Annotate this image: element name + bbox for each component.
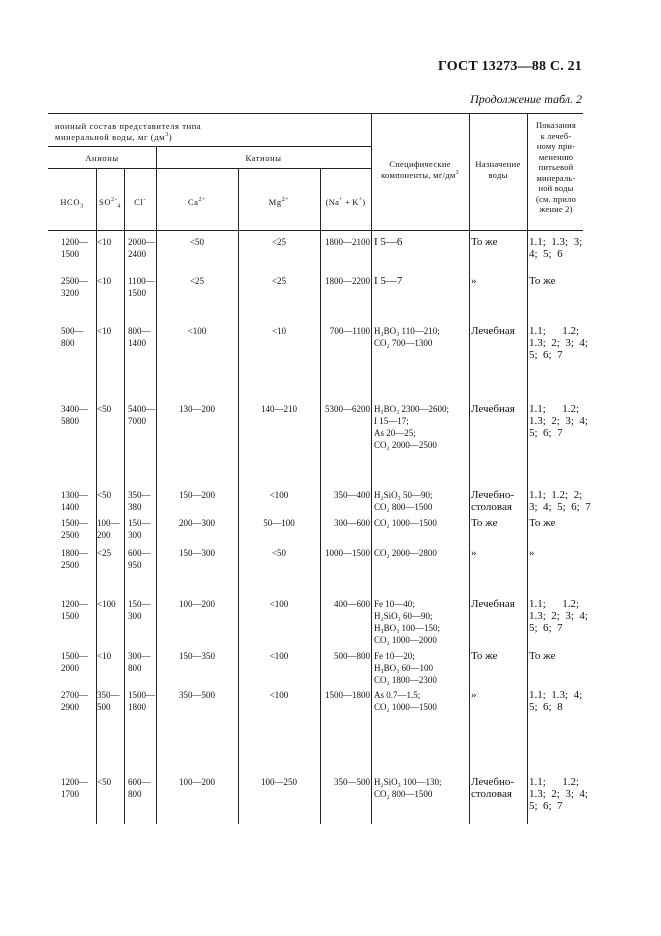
col-cl: Cl- bbox=[134, 197, 146, 207]
cell-purpose: Лечебно- столовая bbox=[471, 489, 515, 513]
col-specific bbox=[371, 159, 469, 180]
group-title-line1: ионный состав представителя типа bbox=[55, 121, 202, 131]
cell-cl: 300— 800 bbox=[128, 651, 151, 673]
cell-so4: <10 bbox=[97, 276, 112, 286]
col-na-k: (Na+ + K+) bbox=[325, 197, 366, 207]
cell-mg: <50 bbox=[271, 548, 287, 558]
rule-header-bottom bbox=[48, 230, 583, 231]
cell-purpose: То же bbox=[471, 236, 498, 248]
cell-purpose: То же bbox=[471, 650, 498, 662]
cell-specific: CO₂ 1000—1500 bbox=[374, 518, 437, 528]
cell-indications: То же bbox=[529, 275, 556, 287]
col-specific-line1: Специфические bbox=[389, 159, 451, 169]
cell-purpose: Лечебная bbox=[471, 325, 515, 337]
cell-so4: <10 bbox=[97, 651, 112, 661]
cell-so4: <25 bbox=[97, 548, 112, 558]
cell-indications: То же bbox=[529, 650, 556, 662]
table-caption: Продолжение табл. 2 bbox=[470, 92, 582, 106]
cell-nak: 5300—6200 bbox=[325, 404, 370, 414]
cell-purpose: Лечебная bbox=[471, 403, 515, 415]
group-title-line2: минеральной воды, мг $(дм^3)$ bbox=[55, 131, 173, 142]
cell-purpose: » bbox=[471, 547, 477, 559]
cell-indications: 1.1; 1.2; 1.3; 2; 3; 4; 5; 6; 7 bbox=[529, 776, 588, 812]
cell-so4: <50 bbox=[97, 490, 112, 500]
cell-mg: <25 bbox=[271, 276, 287, 286]
cell-ca: <25 bbox=[189, 276, 205, 286]
col-purpose-line2: воды bbox=[488, 169, 508, 180]
col-purpose-line1: Назначение bbox=[475, 159, 521, 169]
cell-mg: <100 bbox=[269, 490, 289, 500]
cell-mg: 50—100 bbox=[263, 518, 295, 528]
cell-specific: H₃BO₃ 110—210; CO₂ 700—1300 bbox=[374, 326, 440, 348]
cell-ca: <50 bbox=[189, 237, 205, 247]
cell-nak: 400—600 bbox=[334, 599, 370, 609]
cell-specific: I 5—6 bbox=[374, 236, 403, 248]
anions-header: Анионы bbox=[85, 153, 119, 163]
cell-ca: 150—300 bbox=[179, 548, 215, 558]
cell-cl: 350— 380 bbox=[128, 490, 151, 512]
cell-specific: I 5—7 bbox=[374, 275, 403, 287]
cell-mg: <100 bbox=[269, 651, 289, 661]
cell-mg: 100—250 bbox=[261, 777, 297, 787]
cell-cl: 2000— 2400 bbox=[128, 237, 155, 259]
cell-indications: 1.1; 1.3; 3; 4; 5; 6 bbox=[529, 236, 583, 260]
cell-specific: CO₂ 2000—2800 bbox=[374, 548, 437, 558]
cell-specific: Fe 10—20; H₃BO₃ 60—100 CO₂ 1800—2300 bbox=[374, 651, 437, 685]
cell-indications: 1.1; 1.3; 4; 5; 6; 8 bbox=[529, 689, 583, 713]
cell-nak: 500—800 bbox=[334, 651, 370, 661]
rule-top bbox=[48, 113, 583, 114]
cell-so4: <10 bbox=[97, 326, 112, 336]
cell-ca: 350—500 bbox=[179, 690, 215, 700]
cell-hco3: 3400— 5800 bbox=[61, 404, 88, 426]
cell-ca: 100—200 bbox=[179, 599, 215, 609]
cell-cl: 1500— 1800 bbox=[128, 690, 155, 712]
cell-ca: 150—200 bbox=[179, 490, 215, 500]
col-indications: Показания к лечеб- ному при- менению питьевой минераль- ной воды (см. прило жение 2) bbox=[535, 120, 577, 214]
rule-col-so4-right bbox=[124, 168, 125, 824]
cations-header: Катионы bbox=[245, 153, 282, 163]
cell-cl: 150— 300 bbox=[128, 599, 151, 621]
cell-hco3: 1300— 1400 bbox=[61, 490, 88, 512]
cell-indications: 1.1; 1.2; 1.3; 2; 3; 4; 5; 6; 7 bbox=[529, 325, 588, 361]
cell-nak: 1800—2100 bbox=[325, 237, 370, 247]
cell-indications: 1.1; 1.2; 1.3; 2; 3; 4; 5; 6; 7 bbox=[529, 403, 588, 439]
cell-nak: 1800—2200 bbox=[325, 276, 370, 286]
cell-ca: 100—200 bbox=[179, 777, 215, 787]
cell-ca: 130—200 bbox=[179, 404, 215, 414]
rule-purpose-right bbox=[527, 113, 528, 824]
rule-cations-right bbox=[371, 113, 372, 824]
group-title bbox=[55, 121, 201, 142]
cell-hco3: 1800— 2500 bbox=[61, 548, 88, 570]
cell-hco3: 1200— 1500 bbox=[61, 237, 88, 259]
rule-under-group-title bbox=[48, 146, 372, 147]
cell-purpose: » bbox=[471, 689, 477, 701]
col-specific-line2: компоненты, $мг/дм^3$ bbox=[381, 169, 459, 180]
cell-hco3: 1500— 2500 bbox=[61, 518, 88, 540]
cell-mg: <100 bbox=[269, 599, 289, 609]
cell-indications: То же bbox=[529, 517, 556, 529]
cell-cl: 600— 950 bbox=[128, 548, 151, 570]
cell-cl: 5400— 7000 bbox=[128, 404, 155, 426]
cell-purpose: Лечебно- столовая bbox=[471, 776, 515, 800]
cell-purpose: » bbox=[471, 275, 477, 287]
cell-mg: <25 bbox=[271, 237, 287, 247]
cell-specific: As 0.7—1.5; CO₂ 1000—1500 bbox=[374, 690, 437, 712]
cell-nak: 350—500 bbox=[334, 777, 370, 787]
cell-nak: 1500—1800 bbox=[325, 690, 370, 700]
col-hco3: $HCO_3$ bbox=[60, 197, 84, 210]
cell-nak: 350—400 bbox=[334, 490, 370, 500]
cell-so4: 100— 200 bbox=[97, 518, 120, 540]
cell-specific: H₂SiO₃ 100—130; CO₂ 800—1500 bbox=[374, 777, 442, 799]
cell-ca: 200—300 bbox=[179, 518, 215, 528]
cell-so4: 350— 500 bbox=[97, 690, 120, 712]
cell-hco3: 2700— 2900 bbox=[61, 690, 88, 712]
cell-so4: <50 bbox=[97, 404, 112, 414]
rule-specific-right bbox=[469, 113, 470, 824]
cell-hco3: 1200— 1500 bbox=[61, 599, 88, 621]
cell-purpose: Лечебная bbox=[471, 598, 515, 610]
col-purpose bbox=[469, 159, 527, 180]
cell-hco3: 2500— 3200 bbox=[61, 276, 88, 298]
cell-specific: H₃BO₃ 2300—2600; I 15—17; As 20—25; CO₂ 2000—2500 bbox=[374, 404, 450, 450]
cell-so4: <100 bbox=[97, 599, 116, 609]
cell-cl: 150— 300 bbox=[128, 518, 151, 540]
cell-cl: 1100— 1500 bbox=[128, 276, 155, 298]
cell-so4: <50 bbox=[97, 777, 112, 787]
col-mg: $Mg^{2+}$ bbox=[268, 197, 290, 207]
cell-nak: 700—1100 bbox=[329, 326, 370, 336]
cell-so4: <10 bbox=[97, 237, 112, 247]
cell-specific: Fe 10—40; H₂SiO₃ 60—90; H₃BO₃ 100—150; CO₂ 1000—2000 bbox=[374, 599, 441, 645]
cell-purpose: То же bbox=[471, 517, 498, 529]
cell-cl: 600— 800 bbox=[128, 777, 151, 799]
cell-indications: 1.1; 1.2; 2; 3; 4; 5; 6; 7 bbox=[529, 489, 591, 513]
cell-indications: » bbox=[529, 547, 535, 559]
cell-mg: 140—210 bbox=[261, 404, 297, 414]
cell-nak: 300—600 bbox=[334, 518, 370, 528]
cell-hco3: 500— 800 bbox=[61, 326, 84, 348]
cell-nak: 1000—1500 bbox=[325, 548, 370, 558]
cell-indications: 1.1; 1.2; 1.3; 2; 3; 4; 5; 6; 7 bbox=[529, 598, 588, 634]
page-header: ГОСТ 13273—88 С. 21 bbox=[438, 59, 582, 74]
cell-ca: <100 bbox=[187, 326, 207, 336]
cell-ca: 150—350 bbox=[179, 651, 215, 661]
cell-specific: H₂SiO₃ 50—90; CO₂ 800—1500 bbox=[374, 490, 433, 512]
cell-mg: <100 bbox=[269, 690, 289, 700]
col-ca: $Ca^{2+}$ bbox=[187, 197, 207, 207]
cell-cl: 800— 1400 bbox=[128, 326, 151, 348]
cell-hco3: 1200— 1700 bbox=[61, 777, 88, 799]
col-so4: $SO^{2-}_4$ bbox=[99, 197, 121, 210]
cell-mg: <10 bbox=[271, 326, 287, 336]
cell-hco3: 1500— 2000 bbox=[61, 651, 88, 673]
